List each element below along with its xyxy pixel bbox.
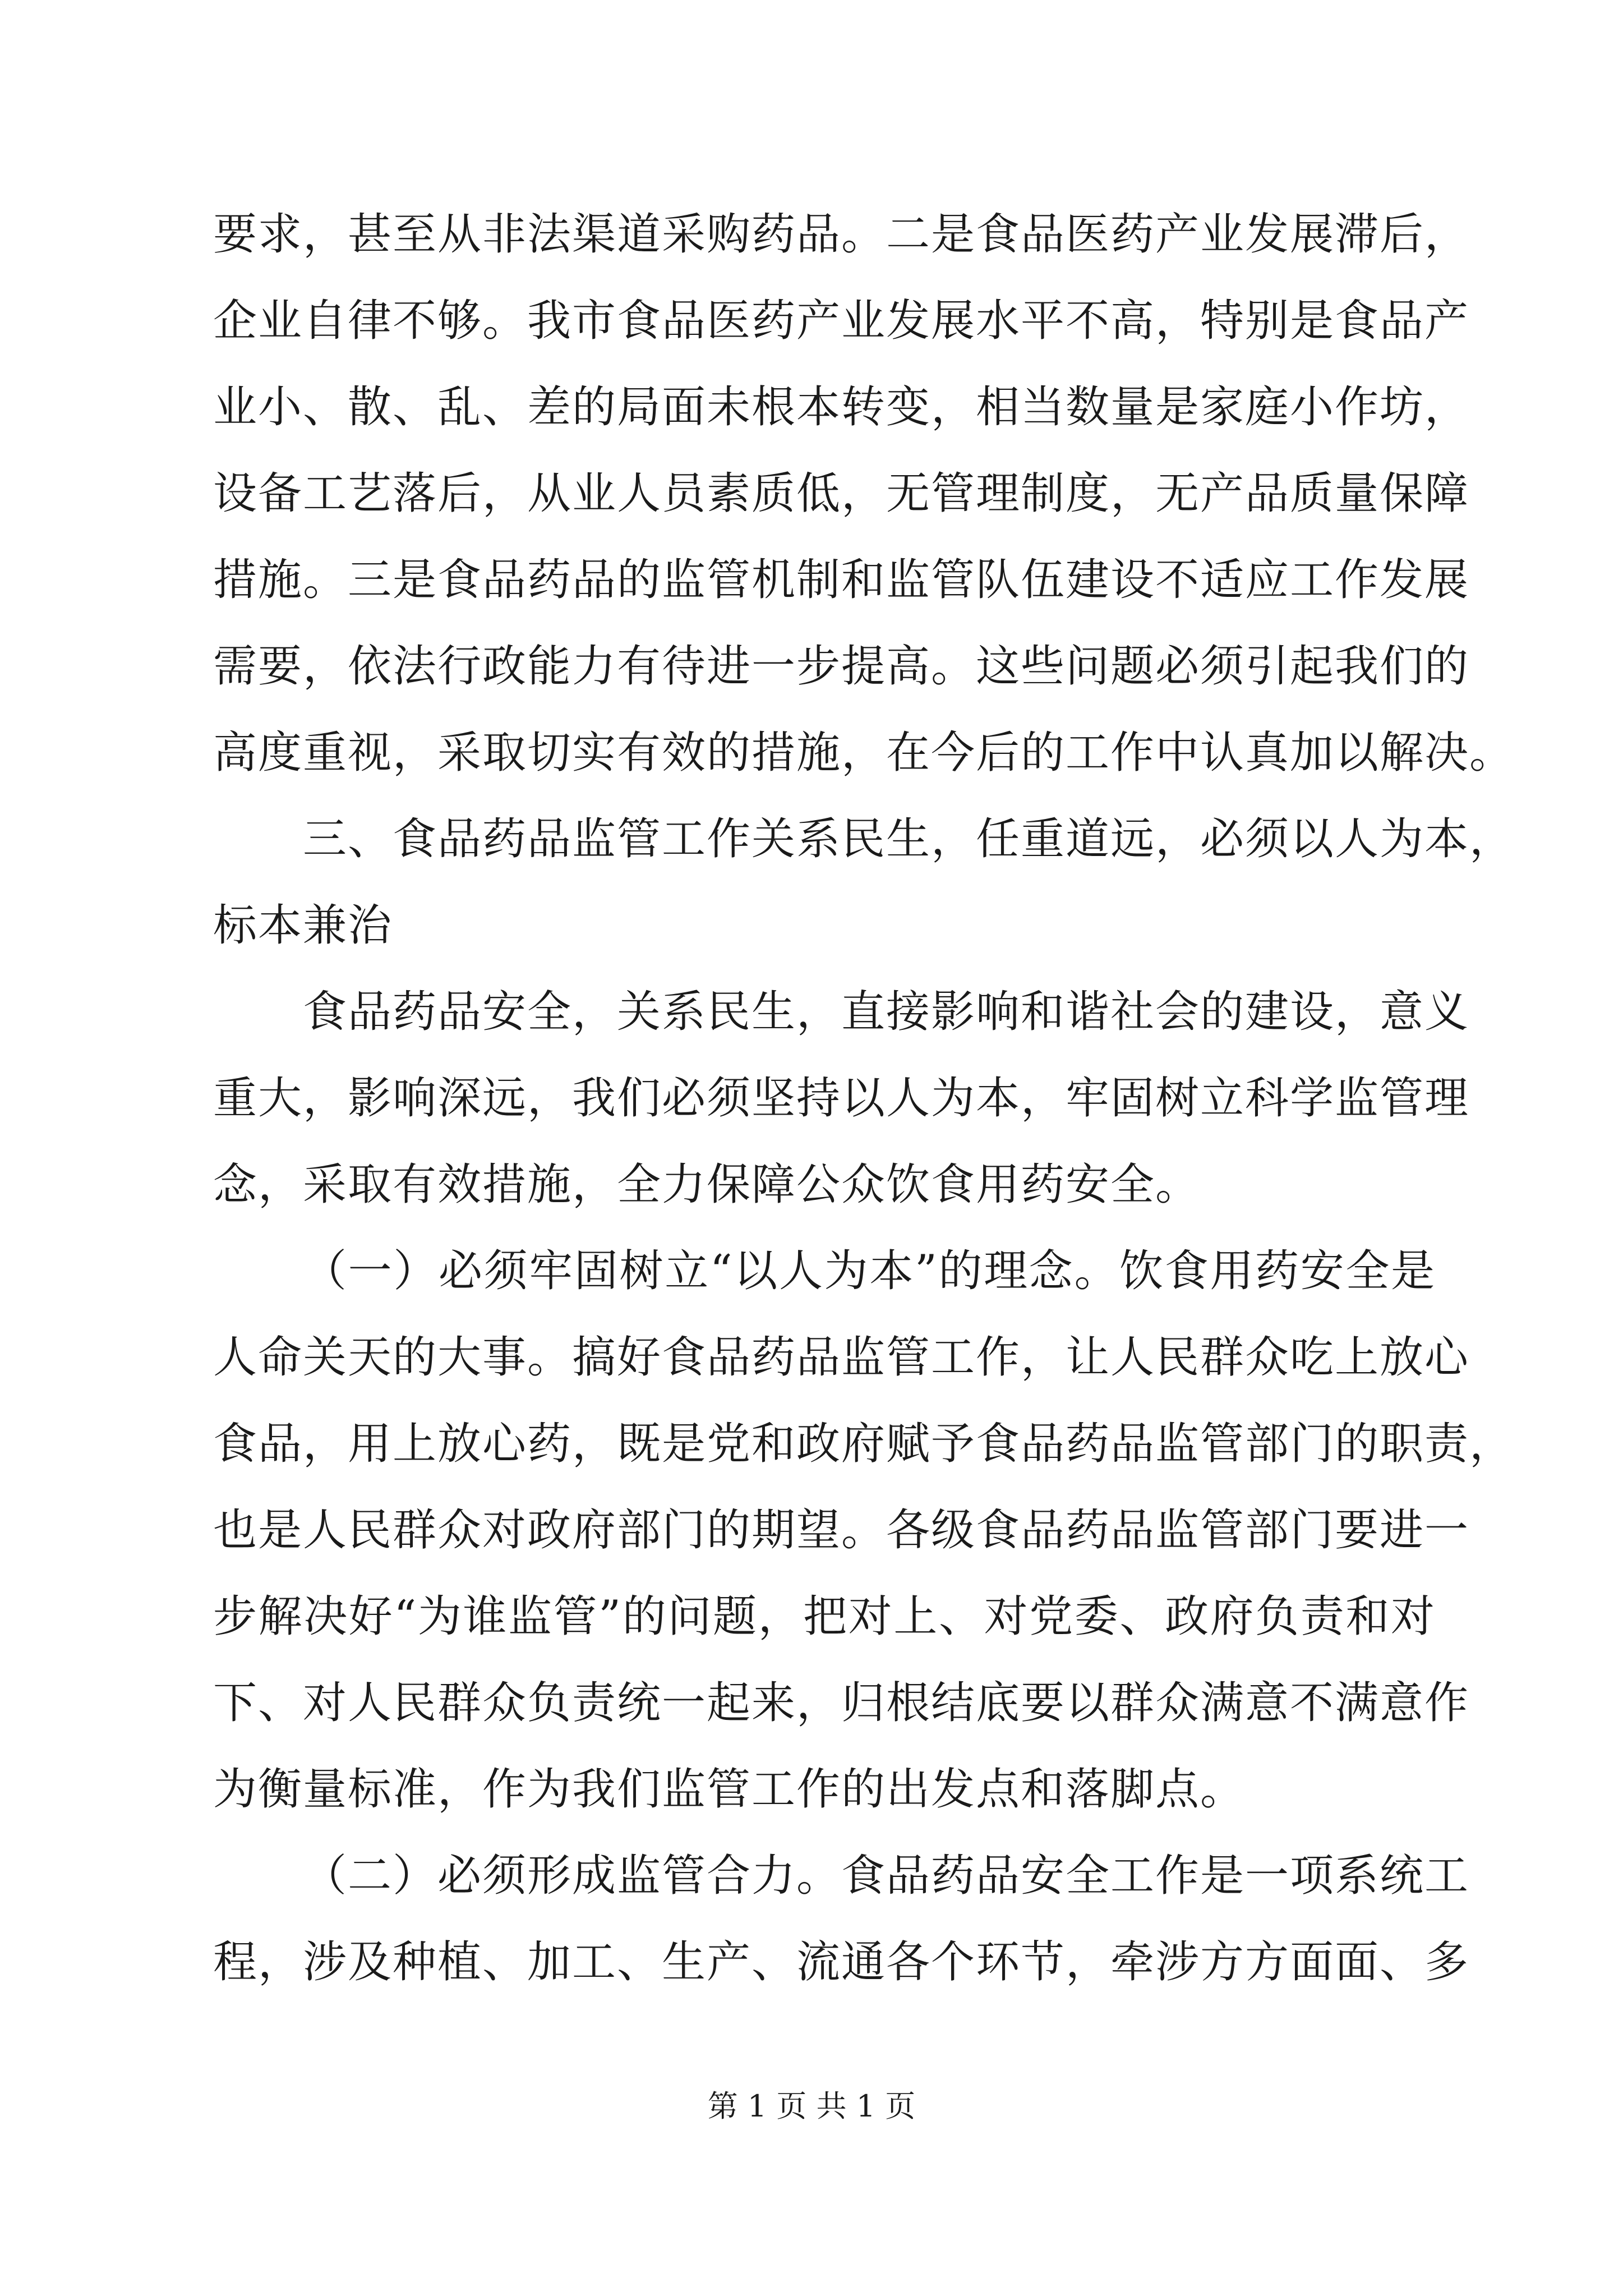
text-line: 措施。三是食品药品的监管机制和监管队伍建设不适应工作发展 <box>213 555 1470 605</box>
text-line: 下、对人民群众负责统一起来，归根结底要以群众满意不满意作 <box>213 1678 1470 1728</box>
text-line: 设备工艺落后，从业人员素质低，无管理制度，无产品质量保障 <box>213 468 1470 519</box>
text-line: 重大，影响深远，我们必须坚持以人为本，牢固树立科学监管理 <box>213 1073 1470 1124</box>
text-line: 企业自律不够。我市食品医药产业发展水平不高，特别是食品产 <box>213 296 1470 346</box>
text-line: 高度重视，采取切实有效的措施，在今后的工作中认真加以解决。 <box>213 728 1515 778</box>
text-line: 业小、散、乱、差的局面未根本转变，相当数量是家庭小作坊， <box>213 382 1470 432</box>
text-line: 为衡量标准，作为我们监管工作的出发点和落脚点。 <box>213 1764 1246 1815</box>
text-line: 步解决好“为谁监管”的问题，把对上、对党委、政府负责和对 <box>213 1591 1436 1642</box>
text-line: （一）必须牢固树立“以人为本”的理念。饮食用药安全是 <box>303 1246 1436 1296</box>
text-line: 食品，用上放心药，既是党和政府赋予食品药品监管部门的职责， <box>213 1419 1515 1469</box>
text-line: （二）必须形成监管合力。食品药品安全工作是一项系统工 <box>303 1851 1470 1901</box>
text-line: 食品药品安全，关系民生，直接影响和谐社会的建设，意义 <box>303 987 1470 1037</box>
text-line: 要求，甚至从非法渠道采购药品。二是食品医药产业发展滞后， <box>213 209 1470 260</box>
document-body <box>213 203 1515 1994</box>
text-line: 标本兼治 <box>213 900 393 951</box>
text-line: 程，涉及种植、加工、生产、流通各个环节，牵涉方方面面、多 <box>213 1937 1470 1987</box>
text-line: 三、食品药品监管工作关系民生，任重道远，必须以人为本， <box>303 814 1515 864</box>
text-line: 也是人民群众对政府部门的期望。各级食品药品监管部门要进一 <box>213 1505 1470 1556</box>
text-line: 需要，依法行政能力有待进一步提高。这些问题必须引起我们的 <box>213 641 1470 692</box>
text-line: 念，采取有效措施，全力保障公众饮食用药安全。 <box>213 1159 1201 1210</box>
text-line: 人命关天的大事。搞好食品药品监管工作，让人民群众吃上放心 <box>213 1332 1470 1383</box>
page-footer: 第 1 页 共 1 页 <box>707 2088 916 2124</box>
